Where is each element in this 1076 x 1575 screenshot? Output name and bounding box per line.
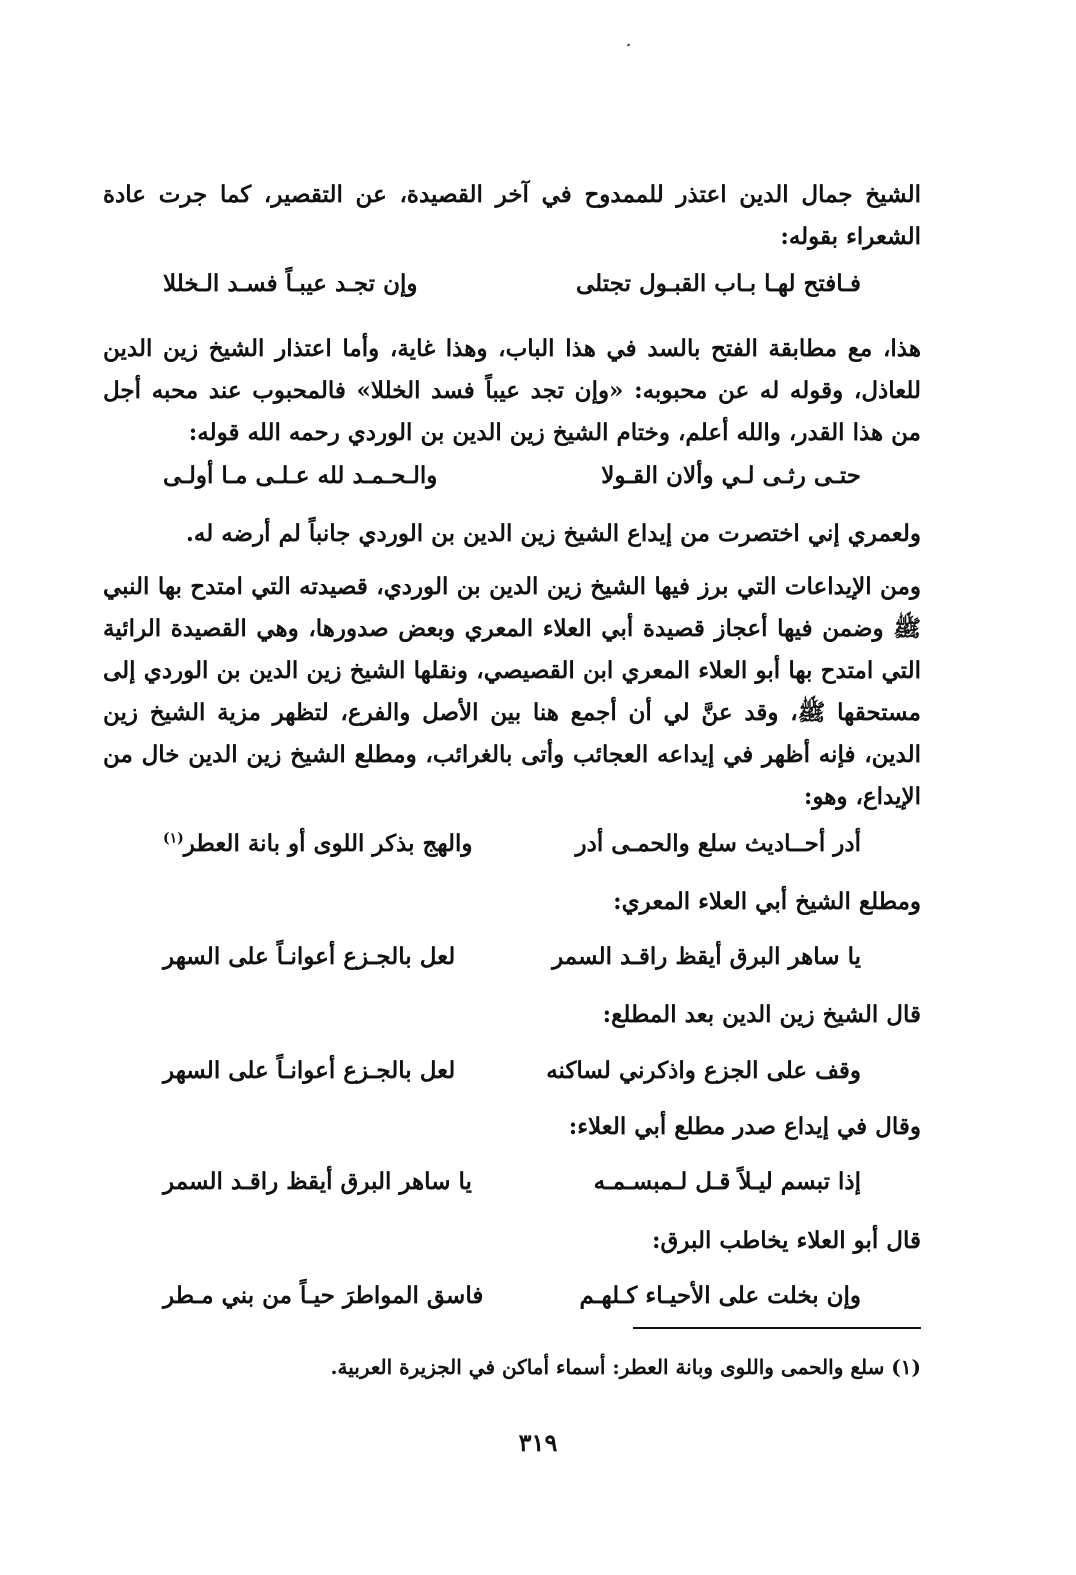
paragraph-lightning: قال أبو العلاء يخاطب البرق: [652, 1227, 921, 1254]
verse-second-hemistich: وإن تجـد عيبـاً فسـد الـخللا [163, 270, 418, 297]
page-number: ٣١٩ [518, 1428, 558, 1457]
verse-line-7 [103, 1274, 921, 1324]
footnote-separator [633, 1327, 921, 1329]
footnote-marker: (١) [163, 830, 184, 847]
verse-second-hemistich: لعل بالجـزع أعوانـاً على السهر [163, 943, 456, 970]
verse-second-hemistich: لعل بالجـزع أعوانـاً على السهر [163, 1057, 456, 1084]
verse-first-hemistich: وإن بخلت على الأحيـاء كـلهـم [579, 1282, 861, 1309]
paragraph-maarri-opening: ومطلع الشيخ أبي العلاء المعري: [613, 888, 921, 915]
paragraph-ibda: ومن الإيداعات التي برز فيها الشيخ زين الدين بن الوردي، قصيدته التي امتدح بها النبي ﷺ وضمن فيها أعجاز قصيدة أبي العلاء المعري وبعض صدورها، وهي القصيدة الرائية التي امتدح بها أبو العلاء المعري ابن القصيصي، ونقلها الشيخ زين الدين بن الوردي إلى مستحقها ﷺ، وقد عنَّ لي أن أجمع هنا بين الأصل والفرع، لتظهر مزية الشيخ زين الدين، فإنه أظهر في إيداعه العجائب وأتى بالغرائب، ومطلع الشيخ زين الدين خال من الإيداع، وهو: [103, 573, 921, 810]
verse-second-hemistich: والـحـمـد لله عـلـى مـا أولـى [163, 462, 438, 489]
verse-second-hemistich [163, 830, 472, 857]
footnote: (١) سلع والحمى واللوى وبانة العطر: أسماء أماكن في الجزيرة العربية. [330, 1355, 921, 1379]
verse-line-5 [103, 1049, 921, 1099]
paragraph-apology: هذا، مع مطابقة الفتح بالسد في هذا الباب، وهذا غاية، وأما اعتذار الشيخ زين الدين للعاذل، وقوله له عن محبوبه: «وإن تجد عيباً فسد الخللا» فالمحبوب عند محبه أجل من هذا القدر، والله أعلم، وختام الشيخ زين الدين بن الوردي رحمه الله قوله: [103, 335, 921, 446]
verse-first-hemistich: وقف على الجزع واذكرني لساكنه [546, 1057, 861, 1084]
paragraph-intro: الشيخ جمال الدين اعتذر للممدوح في آخر القصيدة، عن التقصير، كما جرت عادة الشعراء بقوله: [103, 181, 921, 250]
paragraph-shortening: ولعمري إني اختصرت من إيداع الشيخ زين الدين بن الوردي جانباً لم أرضه له. [185, 520, 921, 547]
verse-second-hemistich: فاسق المواطرَ حيـاً من بني مـطر [163, 1282, 484, 1309]
verse-second-hemistich: يا ساهر البرق أيقظ راقـد السمر [163, 1168, 472, 1195]
verse-first-hemistich: حتـى رثـى لـي وألان القـولا [601, 462, 861, 489]
verse-text: والهج بذكر اللوى أو بانة العطر [183, 830, 473, 857]
verse-first-hemistich: يا ساهر البرق أيقظ راقـد السمر [552, 943, 861, 970]
verse-line-3 [103, 822, 921, 872]
verse-first-hemistich: إذا تبسم ليـلاً قـل لـمبسـمـه [593, 1168, 861, 1195]
verse-first-hemistich: فـافتح لهـا بـاب القبـول تجتلى [576, 270, 861, 297]
scan-speck [627, 43, 631, 46]
paragraph-after-opening: قال الشيخ زين الدين بعد المطلع: [602, 1001, 921, 1028]
verse-first-hemistich: أدر أحــاديث سلع والحمـى أدر [575, 830, 861, 857]
verse-line-1 [103, 262, 921, 312]
verse-line-2 [103, 454, 921, 504]
verse-line-6 [103, 1160, 921, 1210]
verse-line-4 [103, 935, 921, 985]
paragraph-ibda-sadr: وقال في إيداع صدر مطلع أبي العلاء: [568, 1113, 921, 1140]
